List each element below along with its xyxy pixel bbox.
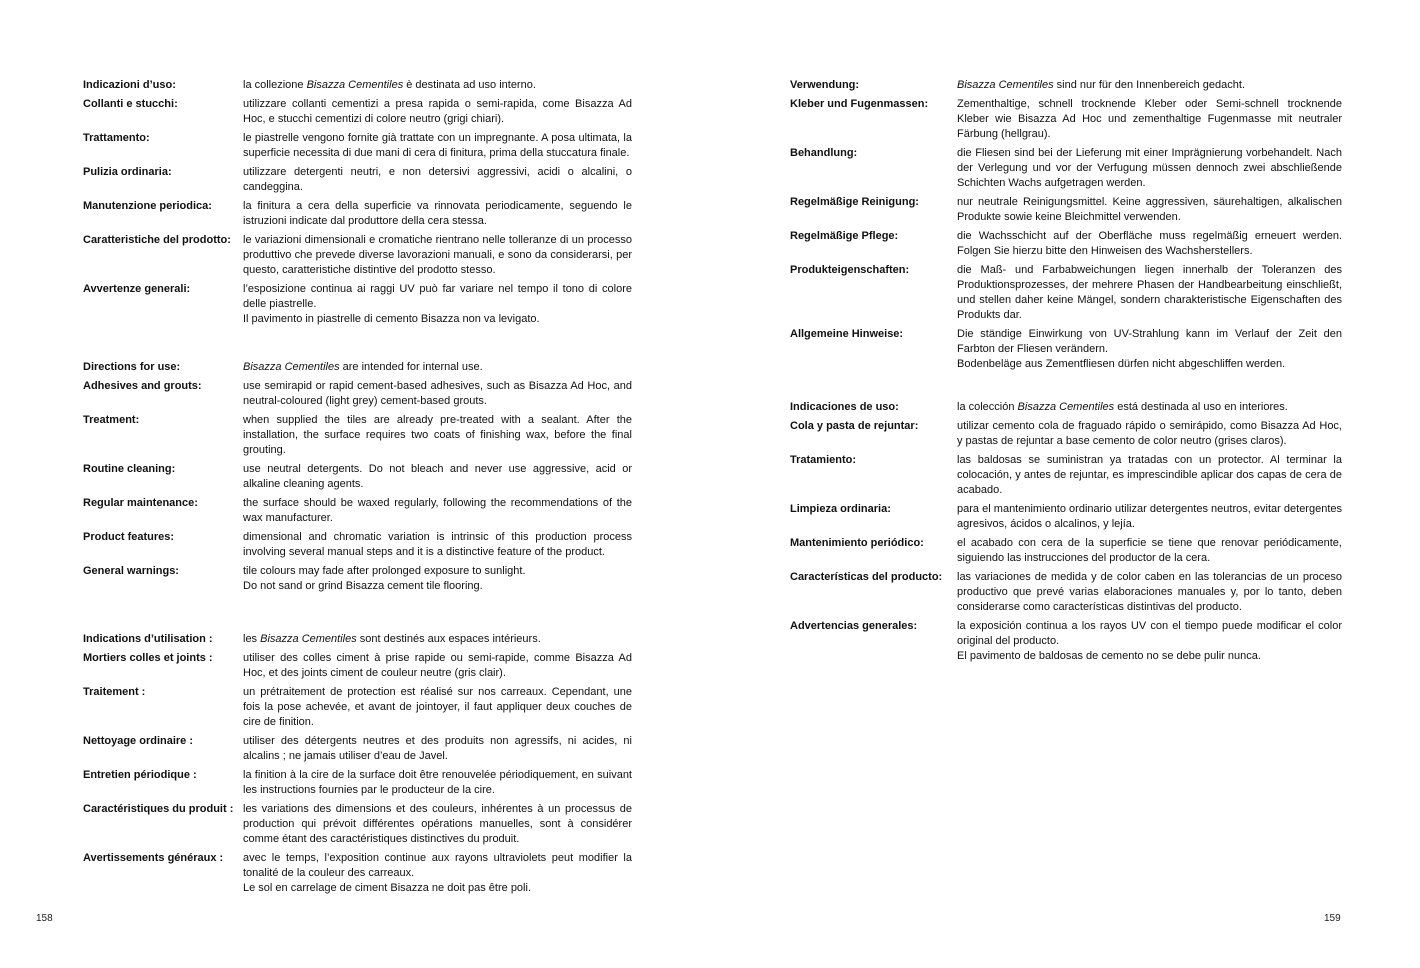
entry-label: Product features: <box>83 531 175 543</box>
section-spanish <box>790 400 1342 668</box>
entry-text <box>243 802 632 847</box>
paragraph: nur neutrale Reinigungsmittel. Keine aggressiven, säurehaltigen, alkalischen Produkte sowie keine Bleichmittel verwenden. <box>957 196 1342 223</box>
section-italian <box>83 78 632 331</box>
entry-text <box>957 195 1342 225</box>
entry-row <box>83 530 632 560</box>
entry-row <box>790 502 1342 532</box>
entry-text <box>957 400 1342 415</box>
entry-row <box>83 462 632 492</box>
entry-text <box>243 97 632 127</box>
entry-row <box>790 419 1342 449</box>
entry-label: Collanti e stucchi: <box>83 98 178 110</box>
entry-row <box>790 327 1342 372</box>
entry-label: Traitement : <box>83 686 146 698</box>
entry-text <box>957 453 1342 498</box>
paragraph: el acabado con cera de la superficie se tiene que renovar periódicamente, siguiendo las instrucciones del productor de la cera. <box>957 537 1342 564</box>
paragraph: Bisazza Cementiles sind nur für den Innenbereich gedacht. <box>957 79 1246 91</box>
paragraph: la colección Bisazza Cementiles está destinada al uso en interiores. <box>957 401 1288 413</box>
paragraph: la exposición continua a los rayos UV con el tiempo puede modificar el color original del producto. <box>957 620 1342 647</box>
entry-text <box>243 233 632 278</box>
entry-row <box>790 195 1342 225</box>
entry-row <box>83 131 632 161</box>
entry-text <box>957 78 1342 93</box>
paragraph: Bodenbeläge aus Zementfliesen dürfen nicht abgeschliffen werden. <box>957 358 1286 370</box>
entry-label: Treatment: <box>83 414 140 426</box>
entry-text <box>243 564 632 594</box>
entry-text <box>243 530 632 560</box>
entry-label: Directions for use: <box>83 361 181 373</box>
paragraph: use neutral detergents. Do not bleach and never use aggressive, acid or alkaline cleaning agents. <box>243 463 632 490</box>
entry-text <box>957 619 1342 664</box>
entry-row <box>83 199 632 229</box>
entry-label: Adhesives and grouts: <box>83 380 202 392</box>
entry-row <box>83 413 632 458</box>
entry-label: Mortiers colles et joints : <box>83 652 213 664</box>
paragraph: Bisazza Cementiles are intended for internal use. <box>243 361 483 373</box>
italic-text: Bisazza Cementiles <box>957 79 1054 91</box>
italic-text: Bisazza Cementiles <box>306 79 404 91</box>
entry-label: Produkteigenschaften: <box>790 264 910 276</box>
entry-label: Manutenzione periodica: <box>83 200 212 212</box>
paragraph: the surface should be waxed regularly, following the recommendations of the wax manufacturer. <box>243 497 632 524</box>
paragraph: les Bisazza Cementiles sont destinés aux espaces intérieurs. <box>243 633 541 645</box>
entry-row <box>790 570 1342 615</box>
paragraph: utilizzare detergenti neutri, e non detersivi aggressivi, acidi o alcalini, o candeggina. <box>243 166 632 193</box>
entry-label: Mantenimiento periódico: <box>790 537 924 549</box>
paragraph: when supplied the tiles are already pre-treated with a sealant. After the installation, the surface requires two coats of finishing wax, before the final grouting. <box>243 414 632 456</box>
entry-text <box>243 379 632 409</box>
paragraph: El pavimento de baldosas de cemento no se debe pulir nunca. <box>957 650 1261 662</box>
entry-text <box>957 263 1342 323</box>
entry-text <box>243 78 632 93</box>
entry-label: Indicazioni d’uso: <box>83 79 176 91</box>
italic-text: Bisazza Cementiles <box>243 361 340 373</box>
entry-label: Behandlung: <box>790 147 858 159</box>
paragraph: use semirapid or rapid cement-based adhesives, such as Bisazza Ad Hoc, and neutral-coloured (light grey) cement-based grouts. <box>243 380 632 407</box>
paragraph: die Maß- und Farbabweichungen liegen innerhalb der Toleranzen des Produktionsprozesses, der mehrere Phasen der Handbearbeitung einschließt, und stellen daher keine Mängel, sondern charakteristische Eigenschaften des Produkts dar. <box>957 264 1342 321</box>
entry-row <box>83 685 632 730</box>
entry-label: Avertissements généraux : <box>83 852 224 864</box>
paragraph: las variaciones de medida y de color caben en las tolerancias de un proceso productivo que prevé varias elaboraciones manuales y, por lo tanto, deben considerarse como características distintivas del producto. <box>957 571 1342 613</box>
paragraph: Do not sand or grind Bisazza cement tile flooring. <box>243 580 483 592</box>
paragraph: Il pavimento in piastrelle di cemento Bisazza non va levigato. <box>243 313 540 325</box>
entry-text <box>957 419 1342 449</box>
entry-label: Indicaciones de uso: <box>790 401 899 413</box>
entry-row <box>83 78 632 93</box>
entry-row <box>83 632 632 647</box>
section-english <box>83 360 632 598</box>
paragraph: Die ständige Einwirkung von UV-Strahlung kann im Verlauf der Zeit den Farbton der Fliesen verändern. <box>957 328 1342 355</box>
paragraph: la finitura a cera della superficie va rinnovata periodicamente, seguendo le istruzioni indicate dal produttore della cera stessa. <box>243 200 632 227</box>
entry-label: Indications d’utilisation : <box>83 633 213 645</box>
entry-label: Allgemeine Hinweise: <box>790 328 904 340</box>
entry-row <box>83 282 632 327</box>
entry-label: Regelmäßige Reinigung: <box>790 196 919 208</box>
entry-text <box>957 146 1342 191</box>
entry-label: Regelmäßige Pflege: <box>790 230 899 242</box>
entry-text <box>243 651 632 681</box>
paragraph: utilizzare collanti cementizi a presa rapida o semi-rapida, come Bisazza Ad Hoc, e stucchi cementizi di colore neutro (grigi chiari). <box>243 98 632 125</box>
entry-text <box>243 413 632 458</box>
entry-row <box>83 734 632 764</box>
entry-row <box>83 802 632 847</box>
entry-label: Routine cleaning: <box>83 463 176 475</box>
page-number-right: 159 <box>1324 913 1341 924</box>
entry-label: General warnings: <box>83 565 179 577</box>
section-french <box>83 632 632 900</box>
entry-row <box>83 768 632 798</box>
entry-row <box>83 379 632 409</box>
paragraph: para el mantenimiento ordinario utilizar detergentes neutros, evitar detergentes agresivos, ácidos o alcalinos, y lejía. <box>957 503 1342 530</box>
entry-row <box>83 360 632 375</box>
entry-text <box>243 632 632 647</box>
entry-label: Caratteristiche del prodotto: <box>83 234 231 246</box>
entry-label: Tratamiento: <box>790 454 857 466</box>
page-number-left: 158 <box>36 913 53 924</box>
entry-text <box>957 229 1342 259</box>
italic-text: Bisazza Cementiles <box>1017 401 1115 413</box>
entry-row <box>790 453 1342 498</box>
paragraph: utilizar cemento cola de fraguado rápido o semirápido, como Bisazza Ad Hoc, y pastas de rejuntar a base cemento de color neutro (grises claros). <box>957 420 1342 447</box>
paragraph: dimensional and chromatic variation is intrinsic of this production process involving several manual steps and it is a distinctive feature of the product. <box>243 531 632 558</box>
paragraph: las baldosas se suministran ya tratadas con un protector. Al terminar la colocación, y antes de rejuntar, es imprescindible aplicar dos capas de cera de acabado. <box>957 454 1342 496</box>
paragraph: utiliser des détergents neutres et des produits non agressifs, ni acides, ni alcalins ; ne jamais utiliser d’eau de Javel. <box>243 735 632 762</box>
entry-label: Limpieza ordinaria: <box>790 503 891 515</box>
paragraph: les variations des dimensions et des couleurs, inhérentes à un processus de production qui prévoit différentes opérations manuelles, sont à considérer comme étant des caractéristiques distinctives du produit. <box>243 803 632 845</box>
paragraph: avec le temps, l’exposition continue aux rayons ultraviolets peut modifier la tonalité de la couleur des carreaux. <box>243 852 632 879</box>
paragraph: die Wachsschicht auf der Oberfläche muss regelmäßig erneuert werden. Folgen Sie hierzu bitte den Hinweisen des Wachsherstellers. <box>957 230 1342 257</box>
entry-text <box>243 496 632 526</box>
paragraph: le variazioni dimensionali e cromatiche rientrano nelle tolleranze di un processo produttivo che prevede diverse lavorazioni manuali, e sono da considerarsi, per questo, caratteristiche distintive del prodotto stesso. <box>243 234 632 276</box>
entry-row <box>790 146 1342 191</box>
entry-text <box>957 502 1342 532</box>
entry-row <box>83 851 632 896</box>
entry-text <box>243 768 632 798</box>
entry-label: Regular maintenance: <box>83 497 198 509</box>
paragraph: le piastrelle vengono fornite già trattate con un impregnante. A posa ultimata, la superficie necessita di due mani di cera di finitura, prima della stuccatura finale. <box>243 132 632 159</box>
entry-label: Pulizia ordinaria: <box>83 166 172 178</box>
entry-label: Verwendung: <box>790 79 860 91</box>
entry-text <box>243 282 632 327</box>
entry-row <box>83 165 632 195</box>
entry-text <box>243 685 632 730</box>
entry-row <box>790 78 1342 93</box>
paragraph: Zementhaltige, schnell trocknende Kleber oder Semi-schnell trocknende Kleber wie Bisazza Ad Hoc und zementhaltige Fugenmasse mit neutraler Färbung (hellgrau). <box>957 98 1342 140</box>
entry-text <box>957 327 1342 372</box>
entry-text <box>243 165 632 195</box>
entry-row <box>83 496 632 526</box>
entry-text <box>957 97 1342 142</box>
entry-label: Advertencias generales: <box>790 620 918 632</box>
entry-text <box>243 462 632 492</box>
paragraph: die Fliesen sind bei der Lieferung mit einer Imprägnierung vorbehandelt. Nach der Verlegung und vor der Verfugung müssen dennoch zwei abschließende Schichten Wachs aufgetragen werden. <box>957 147 1342 189</box>
entry-text <box>243 851 632 896</box>
entry-row <box>83 97 632 127</box>
entry-label: Cola y pasta de rejuntar: <box>790 420 919 432</box>
entry-label: Kleber und Fugenmassen: <box>790 98 929 110</box>
entry-row <box>790 97 1342 142</box>
paragraph: un prétraitement de protection est réalisé sur nos carreaux. Cependant, une fois la pose achevée, et avant de jointoyer, il faut appliquer deux couches de cire de finition. <box>243 686 632 728</box>
entry-row <box>790 263 1342 323</box>
entry-label: Entretien périodique : <box>83 769 197 781</box>
entry-label: Trattamento: <box>83 132 150 144</box>
paragraph: tile colours may fade after prolonged exposure to sunlight. <box>243 565 526 577</box>
entry-label: Nettoyage ordinaire : <box>83 735 194 747</box>
section-german <box>790 78 1342 376</box>
entry-text <box>243 734 632 764</box>
entry-label: Características del producto: <box>790 571 943 583</box>
paragraph: l’esposizione continua ai raggi UV può far variare nel tempo il tono di colore delle piastrelle. <box>243 283 632 310</box>
paragraph: utiliser des colles ciment à prise rapide ou semi-rapide, comme Bisazza Ad Hoc, et des joints ciment de couleur neutre (gris clair). <box>243 652 632 679</box>
entry-row <box>790 536 1342 566</box>
entry-row <box>790 229 1342 259</box>
italic-text: Bisazza Cementiles <box>260 633 357 645</box>
entry-text <box>957 570 1342 615</box>
entry-text <box>957 536 1342 566</box>
entry-label: Avvertenze generali: <box>83 283 191 295</box>
entry-row <box>83 233 632 278</box>
entry-row <box>790 400 1342 415</box>
entry-text <box>243 199 632 229</box>
paragraph: la finition à la cire de la surface doit être renouvelée périodiquement, en suivant les instructions fournies par le producteur de la cire. <box>243 769 632 796</box>
paragraph: Le sol en carrelage de ciment Bisazza ne doit pas être poli. <box>243 882 531 894</box>
paragraph: la collezione Bisazza Cementiles è destinata ad uso interno. <box>243 79 536 91</box>
entry-row <box>790 619 1342 664</box>
entry-row <box>83 651 632 681</box>
entry-text <box>243 131 632 161</box>
entry-row <box>83 564 632 594</box>
entry-label: Caractéristiques du produit : <box>83 803 234 815</box>
entry-text <box>243 360 632 375</box>
